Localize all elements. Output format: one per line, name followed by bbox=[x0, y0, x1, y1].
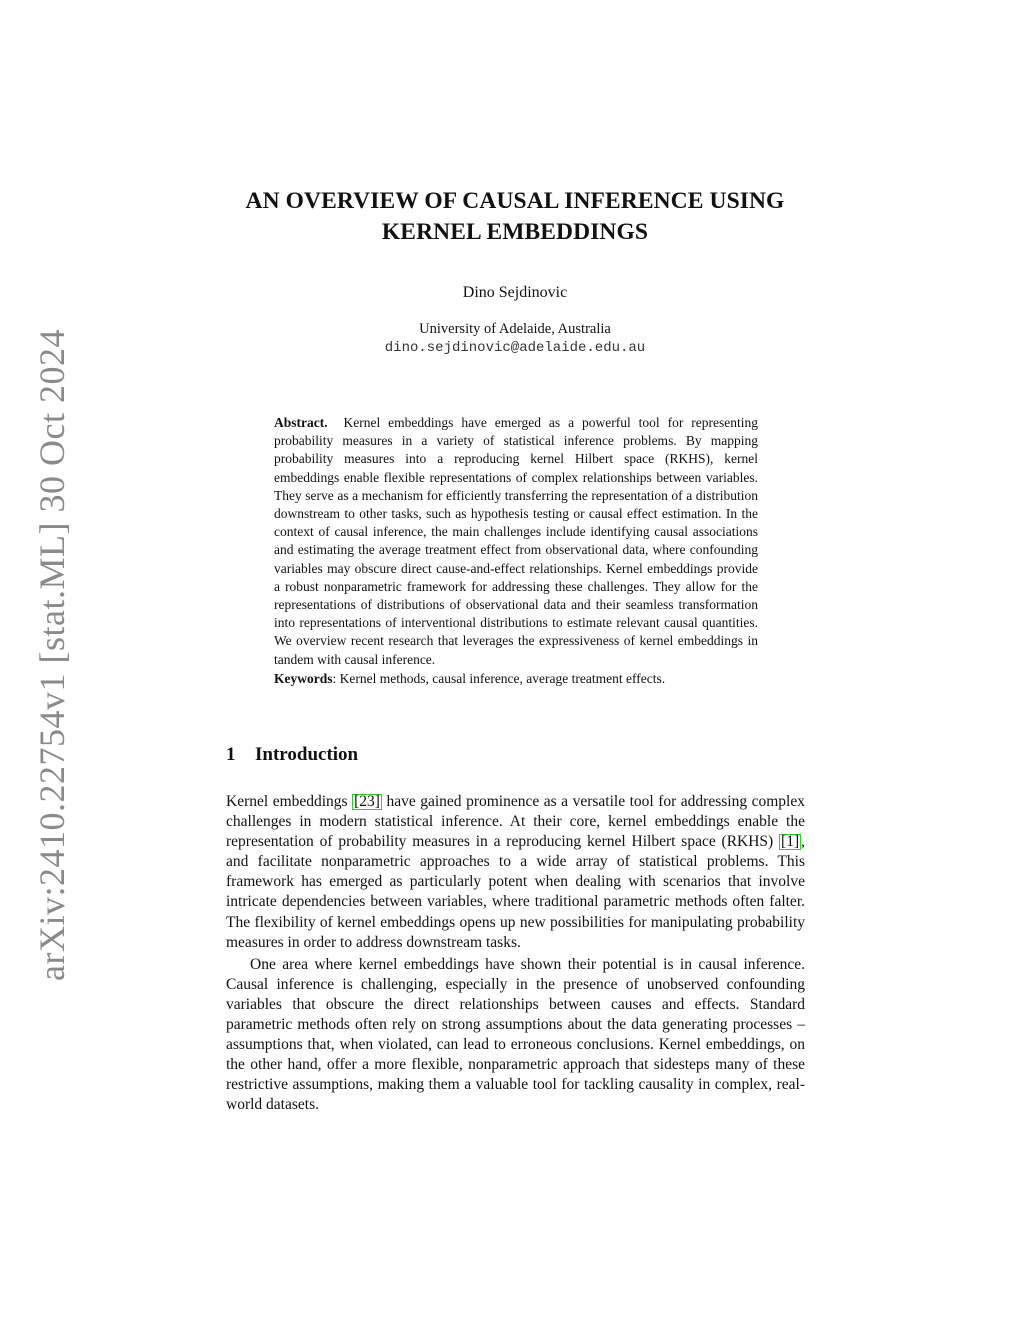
citation-link[interactable]: [1] bbox=[781, 833, 800, 851]
citation-link[interactable]: [23] bbox=[354, 793, 380, 810]
keywords-line bbox=[274, 670, 758, 688]
affiliation-block bbox=[200, 320, 830, 358]
affiliation: University of Adelaide, Australia bbox=[419, 321, 611, 337]
introduction-body bbox=[226, 792, 805, 1116]
abstract-paragraph bbox=[274, 414, 758, 669]
intro-paragraph-1 bbox=[226, 792, 805, 953]
section-heading bbox=[226, 744, 358, 766]
p1-part1: Kernel embeddings bbox=[226, 793, 353, 810]
section-title: Introduction bbox=[255, 744, 359, 765]
section-number: 1 bbox=[226, 744, 236, 765]
arxiv-stamp: arXiv:2410.22754v1 [stat.ML] 30 Oct 2024 bbox=[32, 329, 72, 981]
abstract-text: Kernel embeddings have emerged as a powerful tool for representing probability measures in a variety of statistical inference problems. By mapping probability measures into a reproducing kernel Hilbert space (RKHS), kernel embeddings enable flexible representations of complex relationships between variables. They serve as a mechanism for efficiently transferring the representation of a distribution downstream to other tasks, such as hypothesis testing or causal effect estimation. In the context of causal inference, the main challenges include identifying causal associations and estimating the average treatment effect from observational data, where confounding variables may obscure direct cause-and-effect relationships. Kernel embeddings provide a robust nonparametric framework for addressing these challenges. They allow for the representations of distributions of observational data and their seamless transformation into representations of interventional distributions to estimate relevant causal quantities. We overview recent research that leverages the expressiveness of kernel embeddings in tandem with causal inference. bbox=[274, 415, 759, 667]
abstract-label: Abstract. bbox=[274, 415, 328, 430]
intro-paragraph-2: One area where kernel embeddings have shown their potential is in causal inference. Causal inference is challenging, especially in the presence of unobserved confounding variables that obscure the direct relationships between causes and effects. Standard parametric methods often rely on strong assumptions about the data generating processes – assumptions that, when violated, can lead to erroneous conclusions. Kernel embeddings, on the other hand, offer a more flexible, nonparametric approach that sidesteps many of these restrictive assumptions, making them a valuable tool for tackling causality in complex, real-world datasets. bbox=[226, 955, 805, 1114]
title-line-1: AN OVERVIEW OF CAUSAL INFERENCE USING bbox=[245, 188, 785, 214]
keywords-text: : Kernel methods, causal inference, average treatment effects. bbox=[332, 670, 666, 686]
author-name: Dino Sejdinovic bbox=[462, 284, 568, 301]
author-email[interactable]: dino.sejdinovic@adelaide.edu.au bbox=[384, 340, 646, 356]
paper-title bbox=[200, 186, 830, 248]
keywords-label: Keywords bbox=[274, 670, 333, 686]
p1-part2: have gained prominence as a versatile tool for addressing complex challenges in modern statistical inference. At their core, kernel embeddings enable the representation of probability measures in a reproducing kernel Hilbert space (RKHS) bbox=[226, 793, 805, 851]
title-line-2: KERNEL EMBEDDINGS bbox=[381, 219, 649, 245]
abstract bbox=[274, 414, 758, 688]
p1-part3: , and facilitate nonparametric approaches to a wide array of statistical problems. This framework has emerged as particularly potent when dealing with scenarios that involve intricate dependencies between variables, where traditional parametric methods often falter. The flexibility of kernel embeddings opens up new possibilities for manipulating probability measures in order to address downstream tasks. bbox=[226, 833, 805, 951]
